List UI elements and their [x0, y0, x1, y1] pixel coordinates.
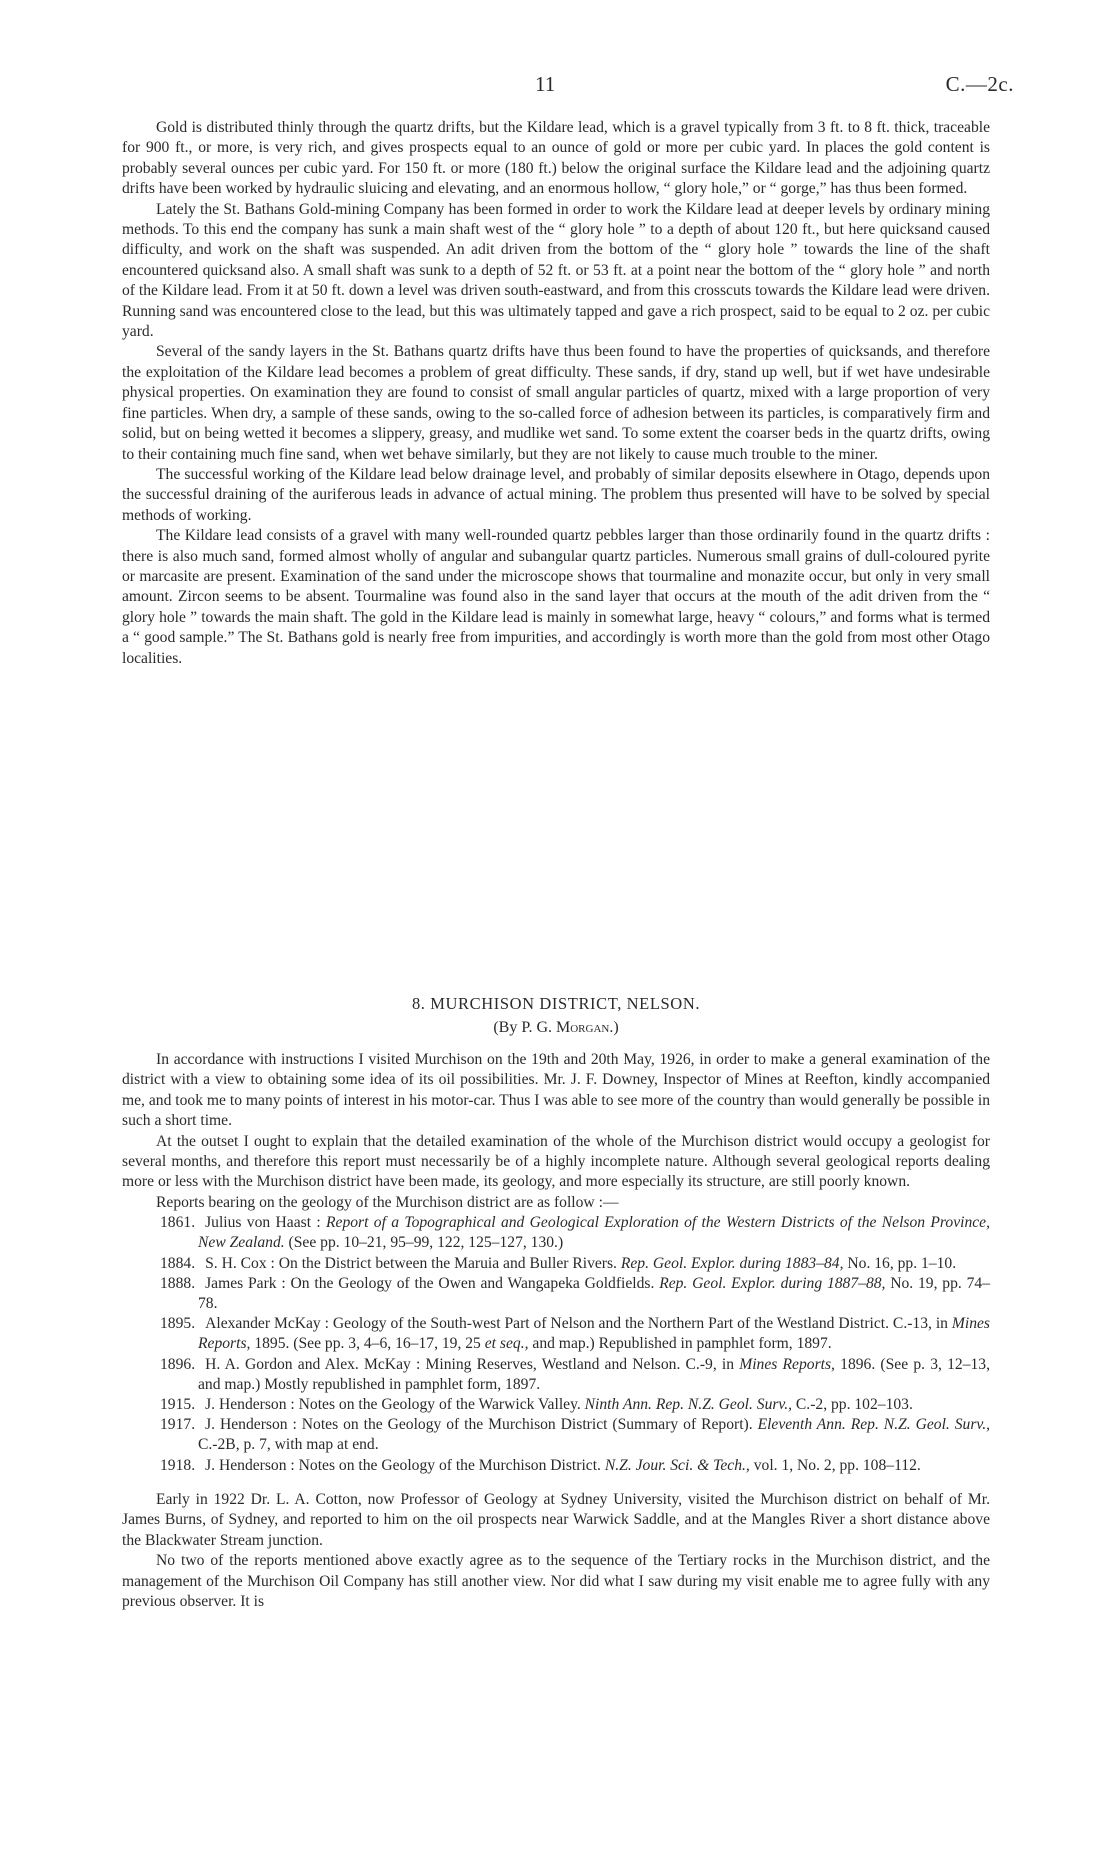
reference-item: 1917. J. Henderson : Notes on the Geology of the Murchison District (Summary of Report). Eleventh Ann. Rep. N.Z. Geol. Surv., C.-2B, p. 7, with map at end. [160, 1416, 990, 1454]
page-number: 11 [535, 72, 556, 96]
paragraph: Several of the sandy layers in the St. Bathans quartz drifts have thus been found to have the properties of quicksands, and therefore the exploitation of the Kildare lead becomes a problem of great difficulty. These sands, if dry, stand up well, but if wet have undesirable physical properties. On examination they are found to consist of small angular particles of quartz, mixed with a large proportion of very fine particles. When dry, a sample of these sands, owing to the so-called force of adhesion between its particles, is comparatively firm and solid, but on being wetted it becomes a slippery, greasy, and mudlike wet sand. To some extent the coarser beds in the quartz drifts, owing to their containing much fine sand, when wet behave similarly, but they are not likely to cause much trouble to the miner. [122, 343, 990, 463]
reference-item: 1918. J. Henderson : Notes on the Geology of the Murchison District. N.Z. Jour. Sci. & Tech., vol. 1, No. 2, pp. 108–112. [160, 1456, 921, 1474]
st-bathans-section-text [122, 118, 990, 669]
page-header [0, 72, 1114, 102]
paragraph: The Kildare lead consists of a gravel with many well-rounded quartz pebbles larger than those ordinarily found in the quartz drifts : there is also much sand, formed almost wholly of angular and subangular quartz particles. Numerous small grains of dull-coloured pyrite or marcasite are present. Examination of the sand under the microscope shows that tourmaline and monazite occur, but only in very small amount. Zircon seems to be absent. Tourmaline was found also in the sand layer that occurs at the mouth of the adit driven from the “ glory hole ” towards the main shaft. The gold in the Kildare lead is mainly in somewhat large, heavy “ colours,” and forms what is termed a “ good sample.” The St. Bathans gold is nearly free from impurities, and accordingly is worth more than the gold from most other Otago localities. [122, 527, 990, 667]
paragraph: In accordance with instructions I visited Murchison on the 19th and 20th May, 1926, in order to make a general examination of the district with a view to obtaining some idea of its oil possibilities. Mr. J. F. Downey, Inspector of Mines at Reefton, kindly accompanied me, and took me to many points of interest in his motor-car. Thus I was able to see more of the country than would generally be possible in such a short time. [122, 1051, 990, 1130]
byline-prefix: (By [493, 1019, 522, 1036]
author-byline [122, 1016, 990, 1040]
paragraph: Gold is distributed thinly through the quartz drifts, but the Kildare lead, which is a gravel typically from 3 ft. to 8 ft. thick, traceable for 900 ft., or more, is very rich, and gives prospects equal to an ounce of gold or more per cubic yard. In places the gold content is probably several ounces per cubic yard. For 150 ft. or more (180 ft.) below the original surface the Kildare lead and the adjoining quartz drifts have been worked by hydraulic sluicing and elevating, and an enormous hollow, “ glory hole,” or “ gorge,” has thus been formed. [122, 119, 990, 198]
paragraph: The successful working of the Kildare lead below drainage level, and probably of similar deposits elsewhere in Otago, depends upon the successful draining of the auriferous leads in advance of actual mining. The problem thus presented will have to be solved by special methods of working. [122, 465, 990, 524]
paragraph: Lately the St. Bathans Gold-mining Company has been formed in order to work the Kildare lead at deeper levels by ordinary mining methods. To this end the company has sunk a main shaft west of the “ glory hole ” to a depth of about 120 ft., but here quicksand caused difficulty, and work on the shaft was suspended. An adit driven from the bottom of the “ glory hole ” towards the line of the shaft encountered quicksand also. A small shaft was sunk to a depth of 52 ft. or 53 ft. at a point near the bottom of the “ glory hole ” and north of the Kildare lead. From it at 50 ft. down a level was driven south-eastward, and from this crosscuts towards the Kildare lead were driven. Running sand was encountered close to the lead, but this was ultimately tapped and gave a rich prospect, said to be equal to 2 oz. per cubic yard. [122, 200, 990, 341]
paragraph: At the outset I ought to explain that the detailed examination of the whole of the Murchison district would occupy a geologist for several months, and therefore this report must necessarily be of a highly incomplete nature. Although several geological reports dealing more or less with the Murchison district have been made, its geology, and more especially its structure, are still poorly known. [122, 1132, 990, 1191]
reference-item: 1896. H. A. Gordon and Alex. McKay : Mining Reserves, Westland and Nelson. C.-9, in Mines Reports, 1896. (See p. 3, 12–13, and map.) Mostly republished in pamphlet form, 1897. [160, 1355, 990, 1393]
author-name: P. G. Morgan [521, 1019, 610, 1036]
murchison-section-text [122, 1050, 990, 1612]
paragraph: Early in 1922 Dr. L. A. Cotton, now Professor of Geology at Sydney University, visited the Murchison district on behalf of Mr. James Burns, of Sydney, and reported to him on the oil prospects near Warwick Saddle, and at the Mangles River a short distance above the Blackwater Stream junction. [122, 1490, 990, 1549]
paragraph: Reports bearing on the geology of the Murchison district are as follow :— [156, 1193, 619, 1211]
reference-list [122, 1213, 990, 1476]
reference-item: 1861. Julius von Haast : Report of a Topographical and Geological Exploration of the Western Districts of the Nelson Province, New Zealand. (See pp. 10–21, 95–99, 122, 125–127, 130.) [160, 1214, 991, 1252]
reference-item: 1884. S. H. Cox : On the District between the Maruia and Buller Rivers. Rep. Geol. Explor. during 1883–84, No. 16, pp. 1–10. [160, 1254, 957, 1272]
paragraph: No two of the reports mentioned above exactly agree as to the sequence of the Tertiary rocks in the Murchison district, and the management of the Murchison Oil Company has still another view. Nor did what I saw during my visit enable me to agree fully with any previous observer. It is [122, 1552, 990, 1610]
byline-suffix: .) [609, 1019, 619, 1036]
reference-item: 1915. J. Henderson : Notes on the Geology of the Warwick Valley. Ninth Ann. Rep. N.Z. Geol. Surv., C.-2, pp. 102–103. [160, 1396, 913, 1414]
document-reference: C.—2c. [945, 72, 1014, 96]
spacer [122, 1476, 990, 1490]
section-title: 8. MURCHISON DISTRICT, NELSON. [411, 994, 701, 1013]
murchison-section-heading [122, 992, 990, 1040]
reference-item: 1888. James Park : On the Geology of the Owen and Wangapeka Goldfields. Rep. Geol. Explor. during 1887–88, No. 19, pp. 74–78. [160, 1274, 990, 1313]
reference-item: 1895. Alexander McKay : Geology of the South-west Part of Nelson and the Northern Part of the Westland District. C.-13, in Mines Reports, 1895. (See pp. 3, 4–6, 16–17, 19, 25 et seq., and map.) Republished in pamphlet form, 1897. [160, 1315, 990, 1353]
